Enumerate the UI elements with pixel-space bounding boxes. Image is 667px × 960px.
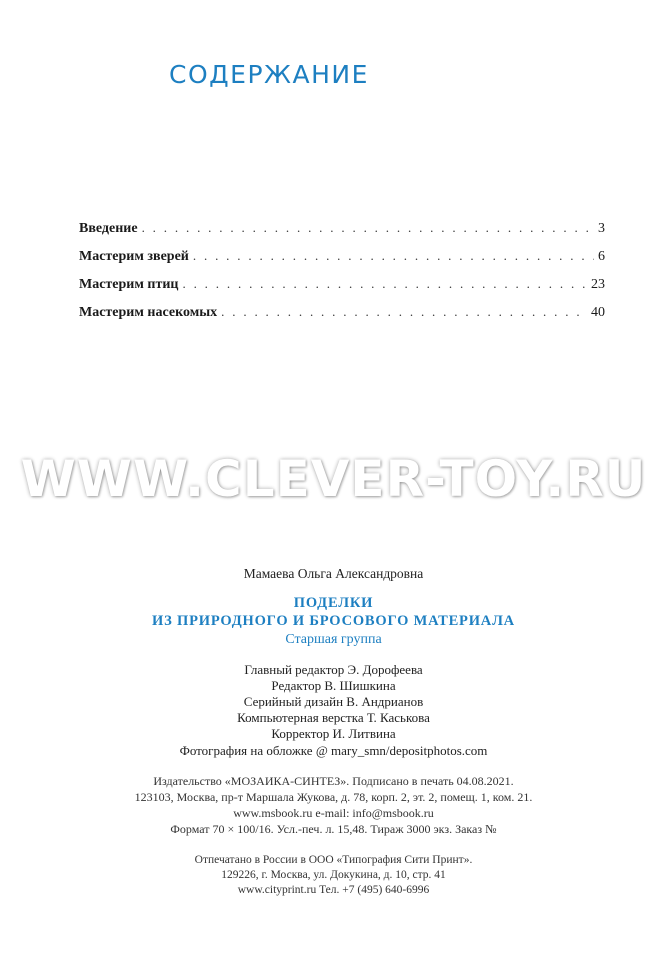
credit-line: Корректор И. Литвина bbox=[271, 726, 396, 741]
toc-entry-title: Введение bbox=[79, 221, 138, 236]
toc-entry-title: Мастерим птиц bbox=[79, 277, 179, 292]
toc-entry-page: 6 bbox=[598, 249, 605, 264]
book-title bbox=[0, 594, 667, 630]
printer-line: www.cityprint.ru Тел. +7 (495) 640-6996 bbox=[237, 884, 430, 896]
imprint-block bbox=[0, 566, 667, 898]
book-title-line: ИЗ ПРИРОДНОГО И БРОСОВОГО МАТЕРИАЛА bbox=[152, 613, 515, 629]
printer-line: 129226, г. Москва, ул. Докукина, д. 10, стр. 41 bbox=[221, 869, 446, 881]
publisher-line: www.msbook.ru e-mail: info@msbook.ru bbox=[233, 806, 434, 820]
toc-entry[interactable] bbox=[79, 248, 605, 276]
author-name: Мамаева Ольга Александровна bbox=[243, 566, 424, 581]
toc-entry-page: 3 bbox=[598, 221, 605, 236]
printer-info bbox=[0, 853, 667, 898]
credits-list bbox=[0, 662, 667, 742]
publisher-line: Формат 70 × 100/16. Усл.-печ. л. 15,48. Тираж 3000 экз. Заказ № bbox=[170, 822, 497, 836]
table-of-contents bbox=[79, 220, 605, 332]
toc-leader-dots bbox=[221, 304, 587, 320]
toc-leader-dots bbox=[142, 220, 594, 236]
watermark: WWW.CLEVER-TOY.RU bbox=[20, 450, 647, 508]
publisher-info bbox=[0, 773, 667, 837]
toc-entry-page: 40 bbox=[591, 305, 605, 320]
credit-line: Редактор В. Шишкина bbox=[271, 678, 396, 693]
toc-leader-dots bbox=[182, 276, 587, 292]
toc-entry-title: Мастерим насекомых bbox=[79, 305, 218, 320]
toc-entry-page: 23 bbox=[591, 277, 605, 292]
toc-entry-title: Мастерим зверей bbox=[79, 249, 189, 264]
toc-leader-dots bbox=[193, 248, 594, 264]
printer-line: Отпечатано в России в ООО «Типография Сити Принт». bbox=[194, 854, 473, 866]
book-title-line: ПОДЕЛКИ bbox=[293, 595, 374, 611]
toc-entry[interactable] bbox=[79, 220, 605, 248]
credit-line: Компьютерная верстка Т. Каськова bbox=[237, 710, 430, 725]
credit-line: Главный редактор Э. Дорофеева bbox=[244, 662, 423, 677]
book-subtitle: Старшая группа bbox=[285, 632, 382, 647]
publisher-line: 123103, Москва, пр-т Маршала Жукова, д. 78, корп. 2, эт. 2, помещ. 1, ком. 21. bbox=[134, 790, 533, 804]
toc-entry[interactable] bbox=[79, 276, 605, 304]
toc-entry[interactable] bbox=[79, 304, 605, 332]
publisher-line: Издательство «МОЗАИКА-СИНТЕЗ». Подписано в печать 04.08.2021. bbox=[153, 774, 514, 788]
photo-credit: Фотография на обложке @ mary_smn/depositphotos.com bbox=[179, 743, 488, 758]
page-title: СОДЕРЖАНИЕ bbox=[169, 60, 369, 89]
credit-line: Серийный дизайн В. Андрианов bbox=[243, 694, 424, 709]
